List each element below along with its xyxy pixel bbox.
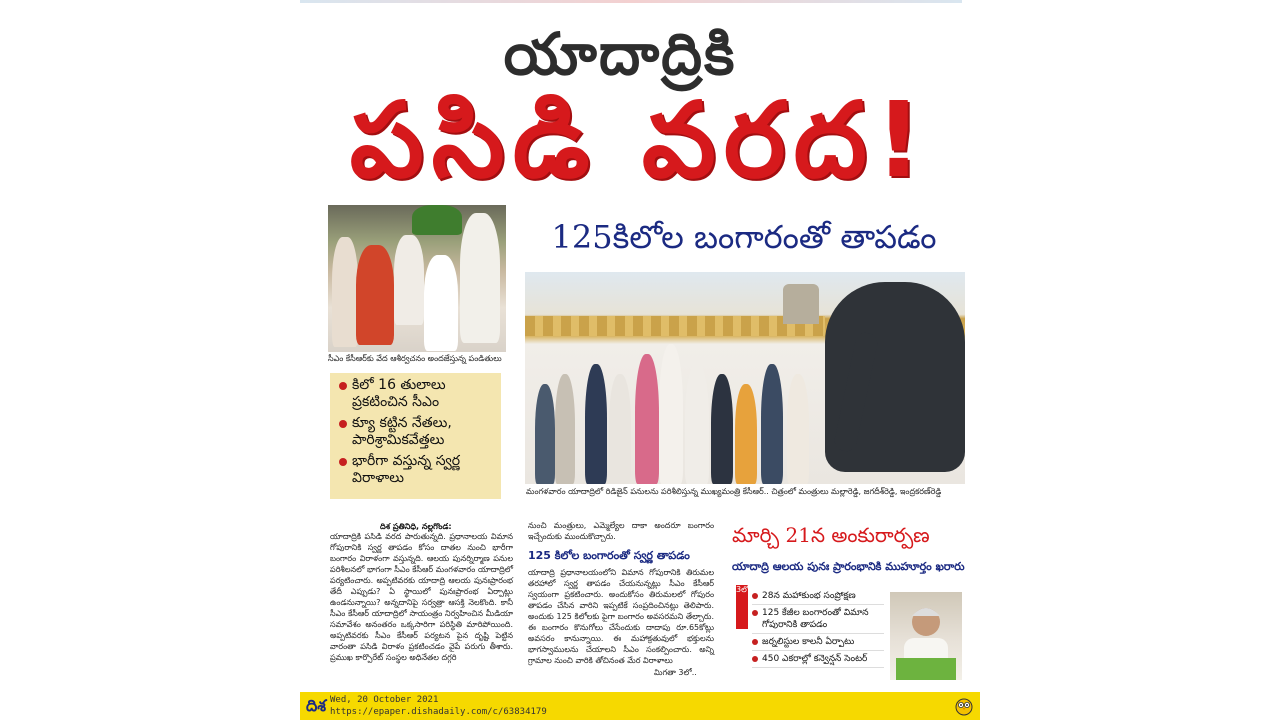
sidebar-item-text: 450 ఎకరాల్లో కన్వెన్షన్ సెంటర్ xyxy=(762,654,868,664)
owl-mascot-icon xyxy=(954,696,974,716)
bullet-icon xyxy=(752,593,758,599)
blessing-photo xyxy=(328,205,506,352)
portrait-illustration xyxy=(890,592,962,680)
article-column-2b: యాదాద్రి ప్రధానాలయంలోని విమాన గోపురానికి తిరుమల తరహాలో స్వర్ణ తాపడం చేయనున్నట్లు సీఎం కేసీఆర్ స్వయంగా ప్రకటించారు. అందుకోసం తిరుమలలో గోపురం తాపడం చేసిన వారిని ఇప్పటికే సంప్రదించినట్లు తెలిపారు. అందుకు 125 కిలోలకు పైగా బంగారం అవసరమని తేల్చారు. ఈ బంగారం కొనుగోలు చేసేందుకు దాదాపు రూ.65కోట్లు అవసరం కానున్నాయి. ఈ మహాక్రతువులో భక్తులను భాగస్వాములను చేయాలని సీఎం సంకల్పించారు. అన్ని గ్రామాల నుంచి వారికి తోచినంత మేర విరాళాలు xyxy=(528,568,714,665)
sidebar-list xyxy=(752,588,884,668)
temple-visit-photo xyxy=(525,272,965,484)
article-column-1: యాదాద్రికి పసిడి వరద పారుతున్నది. ప్రధానాలయ విమాన గోపురానికి స్వర్ణ తాపడం కోసం దాతల నుంచి భారీగా బంగారం విరాళంగా వస్తున్నది. ఆలయ పునర్నిర్మాణ పనుల పరిశీలనలో భాగంగా సీఎం కేసీఆర్ మంగళవారం యాదాద్రిలో పర్యటించారు. అప్పటివరకు యాదాద్రి ఆలయ పునఃప్రారంభ తేదీ ఎప్పుడు? ఏ స్థాయిలో పునఃప్రారంభ ఏర్పాట్లు ఉండనున్నాయి? అన్నదానిపై సర్వత్రా ఆసక్తి నెలకొంది. కానీ సీఎం కేసీఆర్ యాదాద్రిలో సాయంత్రం నిర్వహించిన మీడియా సమావేశం అనంతరం ఒక్కసారిగా పరిస్థితి మారిపోయింది. అప్పటివరకు సీఎం కేసీఆర్ పర్యటన పైన దృష్టి పెట్టిన వారంతా పసిడి విరాళం ప్రకటించడం వైపే పరుగు తీశారు. ప్రముఖ కార్పొరేట్ సంస్థల అధినేతల దగ్గరి xyxy=(330,532,513,662)
continued-marker: మిగతా 3లో.. xyxy=(654,668,697,677)
temple-tower xyxy=(783,284,819,324)
epaper-link[interactable]: https://epaper.dishadaily.com/c/63834179 xyxy=(330,707,547,717)
highlight-item xyxy=(339,415,495,449)
main-photo-caption: మంగళవారం యాదాద్రిలో రిడిజైన్ పనులను పరిశీలిస్తున్న ముఖ్యమంత్రి కేసీఆర్.. చిత్రంలో మంత్రులు మల్లారెడ్డి, జగదీశ్‌రెడ్డి, ఇంద్రకరణ్‌రెడ్డి xyxy=(526,487,942,496)
temple-wall xyxy=(525,316,825,336)
page-ref-label: 3లో xyxy=(736,585,748,629)
newspaper-page xyxy=(300,0,980,720)
bullet-icon xyxy=(339,420,347,428)
sidebar-item-text: జర్నలిస్టుల కాలనీ ఏర్పాటు xyxy=(762,637,855,647)
disha-logo: దిశ xyxy=(306,696,327,715)
sidebar-item-text: 28న మహాకుంభ సంప్రోక్షణ xyxy=(762,591,856,601)
epaper-footer xyxy=(300,692,980,720)
edition-date: Wed, 20 October 2021 xyxy=(330,695,439,705)
highlight-text: క్యూ కట్టిన నేతలు, పారిశ్రామికవేత్తలు xyxy=(352,415,452,448)
cm-portrait-photo xyxy=(890,592,962,680)
bullet-icon xyxy=(752,610,758,616)
headline-kicker: యాదాద్రికి xyxy=(503,20,737,88)
crowd xyxy=(525,344,845,484)
sub-headline: 125కిలోల బంగారంతో తాపడం xyxy=(551,218,937,256)
sidebar-list-item xyxy=(752,634,884,651)
bullet-icon xyxy=(339,382,347,390)
bullet-icon xyxy=(339,458,347,466)
sidebar-list-item xyxy=(752,605,884,634)
left-photo-caption: సీఎం కేసీఆర్‌కు వేద ఆశీర్వచనం అందజేస్తున్న పండితులు xyxy=(328,354,508,365)
sidebar-list-item xyxy=(752,588,884,605)
highlight-item xyxy=(339,377,495,411)
top-color-strip xyxy=(300,0,962,3)
highlight-item xyxy=(339,453,495,487)
sidebar-list-item xyxy=(752,651,884,668)
sidebar-item-text: 125 కేజీల బంగారంతో విమాన గోపురానికి తాపడం xyxy=(762,608,869,630)
article-column-2: నుంచి మంత్రులు, ఎమ్మెల్యేల దాకా అందరూ బంగారం ఇచ్చేందుకు ముందుకొచ్చారు. xyxy=(528,521,714,541)
sidebar-subheading: యాదాద్రి ఆలయ పునః ప్రారంభానికి ముహూర్తం ఖరారు xyxy=(732,560,965,573)
article-subhead: 125 కిలోల బంగారంతో స్వర్ణ తాపడం xyxy=(528,549,690,562)
byline: దిశ ప్రతినిధి, నల్లగొండ: xyxy=(380,522,452,531)
highlight-text: కిలో 16 తులాలు ప్రకటించిన సీఎం xyxy=(352,377,446,410)
highlight-text: భారీగా వస్తున్న స్వర్ణ విరాళాలు xyxy=(352,453,461,486)
sidebar-heading: మార్చి 21న అంకురార్పణ xyxy=(732,523,930,547)
highlights-box xyxy=(330,373,501,499)
bullet-icon xyxy=(752,656,758,662)
main-headline: పసిడి వరద! xyxy=(349,79,931,201)
bullet-icon xyxy=(752,639,758,645)
